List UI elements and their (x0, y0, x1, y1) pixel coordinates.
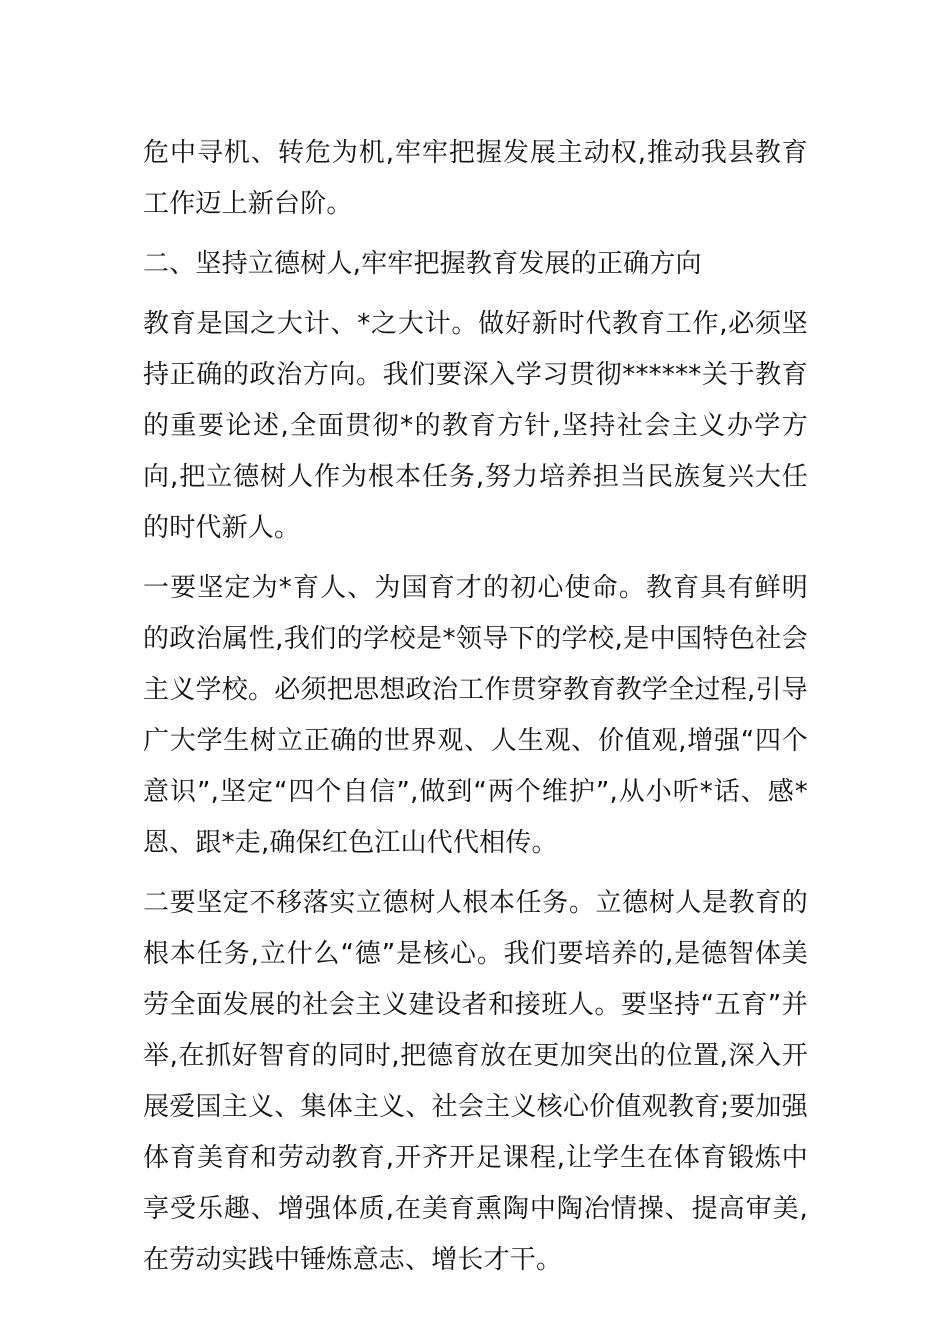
document-body (143, 128, 808, 1295)
paragraph-intro-continuation: 危中寻机、转危为机,牢牢把握发展主动权,推动我县教育工作迈上新台阶。 (143, 138, 808, 219)
paragraph-education-importance: 教育是国之大计、*之大计。做好新时代教育工作,必须坚持正确的政治方向。我们要深入学习贯彻******关于教育的重要论述,全面贯彻*的教育方针,坚持社会主义办学方向,把立德树人作为根本任务,努力培养担当民族复兴大任的时代新人。 (143, 309, 808, 543)
paragraph-point-one: 一要坚定为*育人、为国育才的初心使命。教育具有鲜明的政治属性,我们的学校是*领导下的学校,是中国特色社会主义学校。必须把思想政治工作贯穿教育教学全过程,引导广大学生树立正确的世界观、人生观、价值观,增强“四个意识”,坚定“四个自信”,做到“两个维护”,从小听*话、感*恩、跟*走,确保红色江山代代相传。 (143, 573, 808, 858)
section-heading: 二、坚持立德树人,牢牢把握教育发展的正确方向 (143, 249, 702, 279)
paragraph-point-two: 二要坚定不移落实立德树人根本任务。立德树人是教育的根本任务,立什么“德”是核心。我们要培养的,是德智体美劳全面发展的社会主义建设者和接班人。要坚持“五育”并举,在抓好智育的同时,把德育放在更加突出的位置,深入开展爱国主义、集体主义、社会主义核心价值观教育;要加强体育美育和劳动教育,开齐开足课程,让学生在体育锻炼中享受乐趣、增强体质,在美育熏陶中陶冶情操、提高审美,在劳动实践中锤炼意志、增长才干。 (143, 888, 808, 1275)
